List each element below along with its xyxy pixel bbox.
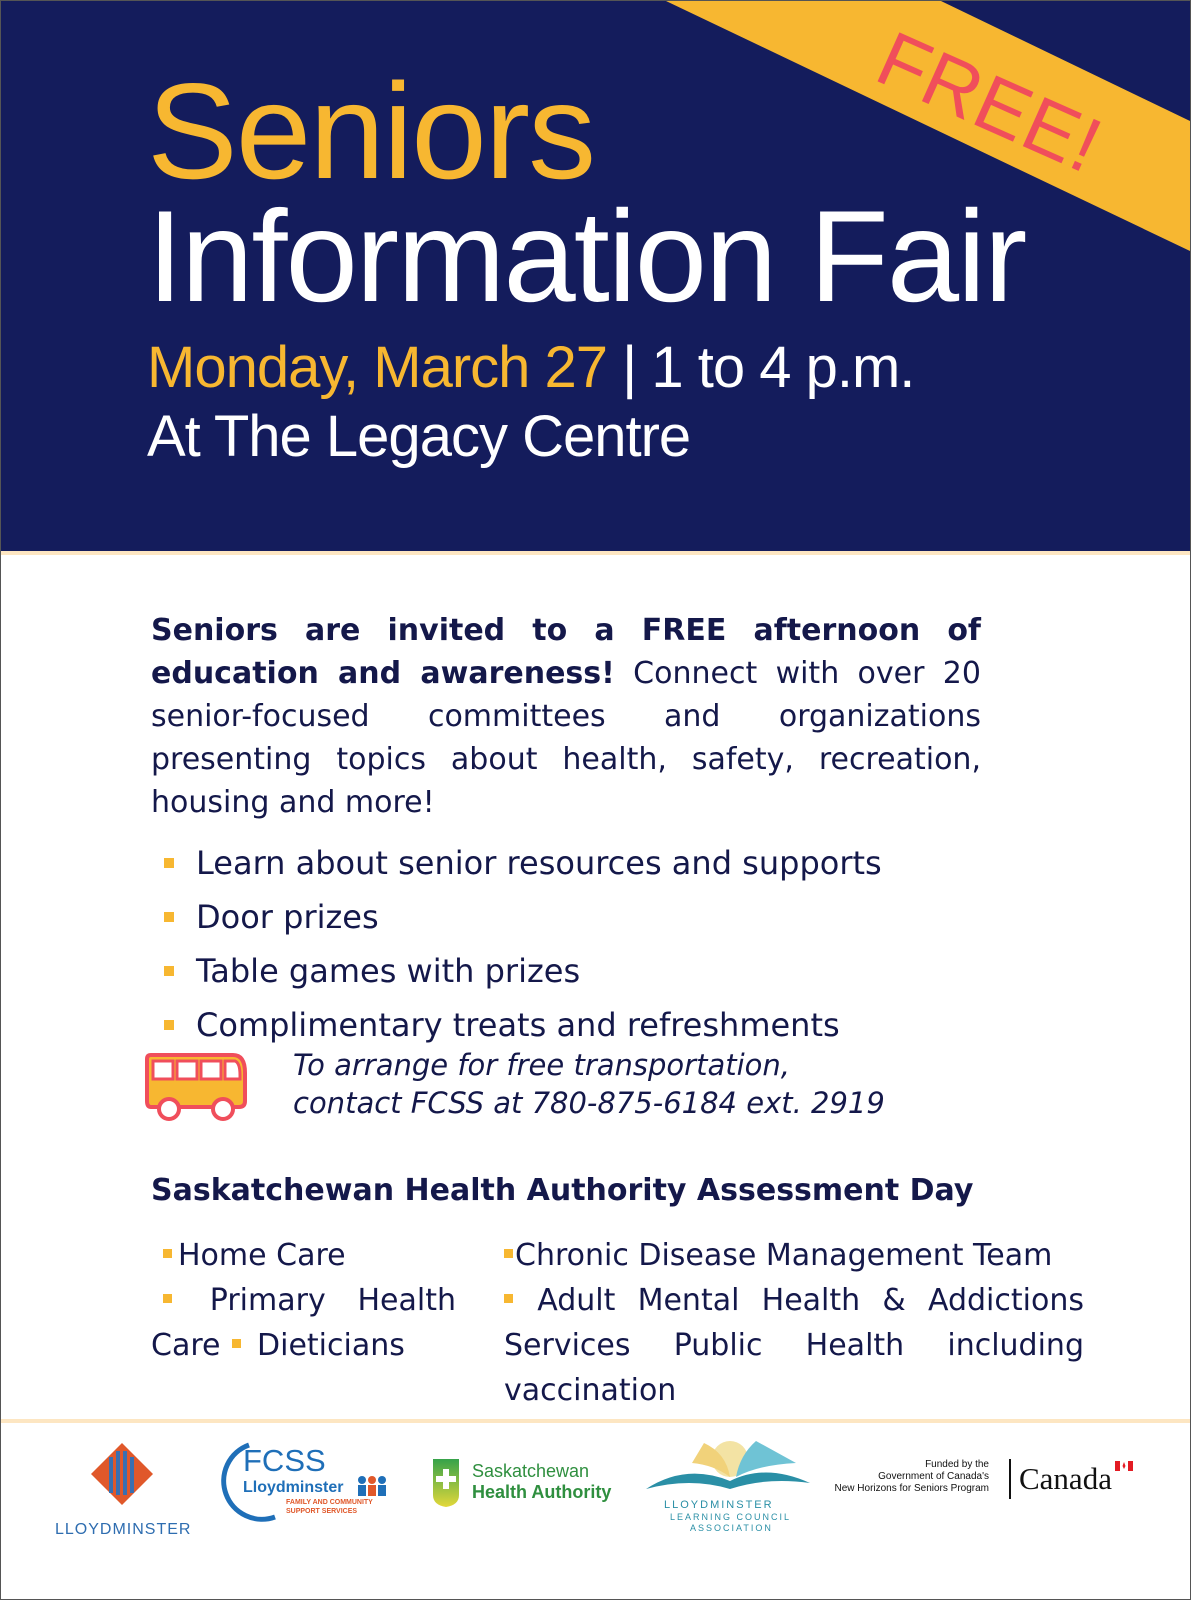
bullet-icon bbox=[164, 912, 174, 922]
free-banner-text: FREE! bbox=[864, 13, 1116, 190]
service-public-health: Public Health including bbox=[673, 1328, 1084, 1363]
list-item bbox=[504, 1323, 1084, 1368]
sha-label-2: Health Authority bbox=[472, 1482, 612, 1502]
list-item-label: Complimentary treats and refreshments bbox=[196, 1006, 840, 1044]
title-seniors: Seniors bbox=[147, 55, 595, 207]
intro-paragraph bbox=[151, 609, 981, 824]
list-item bbox=[504, 1278, 1084, 1323]
list-item bbox=[504, 1368, 1084, 1413]
event-venue: At The Legacy Centre bbox=[147, 404, 691, 469]
list-item bbox=[151, 1233, 456, 1278]
fcss-tagline-2: SUPPORT SERVICES bbox=[286, 1508, 358, 1515]
fcss-tagline-1: FAMILY AND COMMUNITY bbox=[286, 1499, 373, 1506]
service-mental-health: Adult Mental Health & Addictions bbox=[537, 1283, 1084, 1318]
service-primary-health-care: Care bbox=[151, 1328, 221, 1363]
intro-text: Connect with over 20 senior-focused committees and organizations presenting topics about health, safety, recreation, housing and more! bbox=[151, 656, 981, 820]
transport-line-1: To arrange for free transportation, bbox=[293, 1048, 790, 1082]
list-item-label: Table games with prizes bbox=[196, 952, 581, 990]
list-item bbox=[161, 949, 981, 1003]
list-item bbox=[151, 1323, 456, 1368]
bullet-icon bbox=[164, 1020, 174, 1030]
list-item bbox=[504, 1233, 1084, 1278]
transport-note bbox=[293, 1046, 885, 1122]
learning-council-label-2: LEARNING COUNCIL bbox=[670, 1512, 792, 1522]
transport-line-2: contact FCSS at 780-875-6184 ext. 2919 bbox=[293, 1086, 885, 1120]
list-item bbox=[151, 1278, 456, 1323]
bullet-icon bbox=[164, 858, 174, 868]
fcss-label: FCSS bbox=[243, 1443, 326, 1478]
service-mental-health-services: Services bbox=[504, 1328, 631, 1363]
sha-services-right bbox=[504, 1233, 1084, 1413]
feature-list bbox=[161, 841, 981, 1057]
bullet-icon bbox=[163, 1294, 172, 1303]
list-item-label: Door prizes bbox=[196, 898, 379, 936]
title-information-fair: Information Fair bbox=[147, 183, 1026, 329]
bullet-icon bbox=[232, 1339, 241, 1348]
service-dieticians: Dieticians bbox=[257, 1328, 405, 1363]
service-primary-health: Primary Health bbox=[209, 1283, 456, 1318]
bullet-icon bbox=[504, 1294, 513, 1303]
service-home-care: Home Care bbox=[178, 1238, 346, 1273]
bullet-icon bbox=[163, 1249, 172, 1258]
service-vaccination: vaccination bbox=[504, 1373, 677, 1408]
funded-line-3: New Horizons for Seniors Program bbox=[834, 1483, 989, 1494]
sha-label-1: Saskatchewan bbox=[472, 1461, 590, 1481]
sha-services-left bbox=[151, 1233, 456, 1368]
header-panel bbox=[1, 1, 1190, 551]
fcss-sub-label: Lloydminster bbox=[243, 1479, 344, 1496]
event-date: Monday, March 27 bbox=[147, 335, 608, 400]
family-icon bbox=[355, 1475, 389, 1497]
canada-wordmark: Canada bbox=[1019, 1461, 1112, 1496]
logo-saskatchewan-health-authority bbox=[429, 1455, 629, 1515]
list-item bbox=[161, 841, 981, 895]
canada-divider bbox=[1009, 1459, 1011, 1499]
intro-bold: Seniors are invited to a FREE afternoon of education and awareness! bbox=[151, 613, 981, 691]
list-item bbox=[161, 895, 981, 949]
bullet-icon bbox=[504, 1249, 513, 1258]
logo-fcss bbox=[213, 1441, 413, 1591]
lloydminster-diamond-icon bbox=[89, 1441, 155, 1507]
service-chronic-disease: Chronic Disease Management Team bbox=[515, 1238, 1053, 1273]
date-time-line bbox=[147, 335, 915, 400]
logo-government-of-canada bbox=[819, 1459, 1139, 1519]
learning-council-label-3: ASSOCIATION bbox=[690, 1523, 773, 1533]
divider-top bbox=[1, 551, 1190, 555]
logo-learning-council bbox=[646, 1433, 826, 1593]
sha-shield-icon bbox=[429, 1455, 463, 1509]
bullet-icon bbox=[164, 966, 174, 976]
canada-flag-icon bbox=[1115, 1461, 1133, 1471]
learning-council-label-1: LLOYDMINSTER bbox=[664, 1499, 774, 1511]
lloydminster-label: LLOYDMINSTER bbox=[55, 1521, 192, 1538]
learning-council-book-icon bbox=[646, 1433, 818, 1499]
sponsor-logos bbox=[1, 1433, 1190, 1599]
date-separator: | bbox=[607, 335, 652, 400]
logo-lloydminster bbox=[53, 1439, 203, 1589]
funded-line-2: Government of Canada's bbox=[878, 1471, 989, 1482]
bus-icon bbox=[145, 1051, 249, 1123]
event-time: 1 to 4 p.m. bbox=[651, 335, 915, 400]
divider-bottom bbox=[1, 1419, 1190, 1423]
funded-line-1: Funded by the bbox=[925, 1459, 989, 1470]
list-item-label: Learn about senior resources and supports bbox=[196, 844, 882, 882]
sha-heading: Saskatchewan Health Authority Assessment Day bbox=[151, 1173, 974, 1208]
